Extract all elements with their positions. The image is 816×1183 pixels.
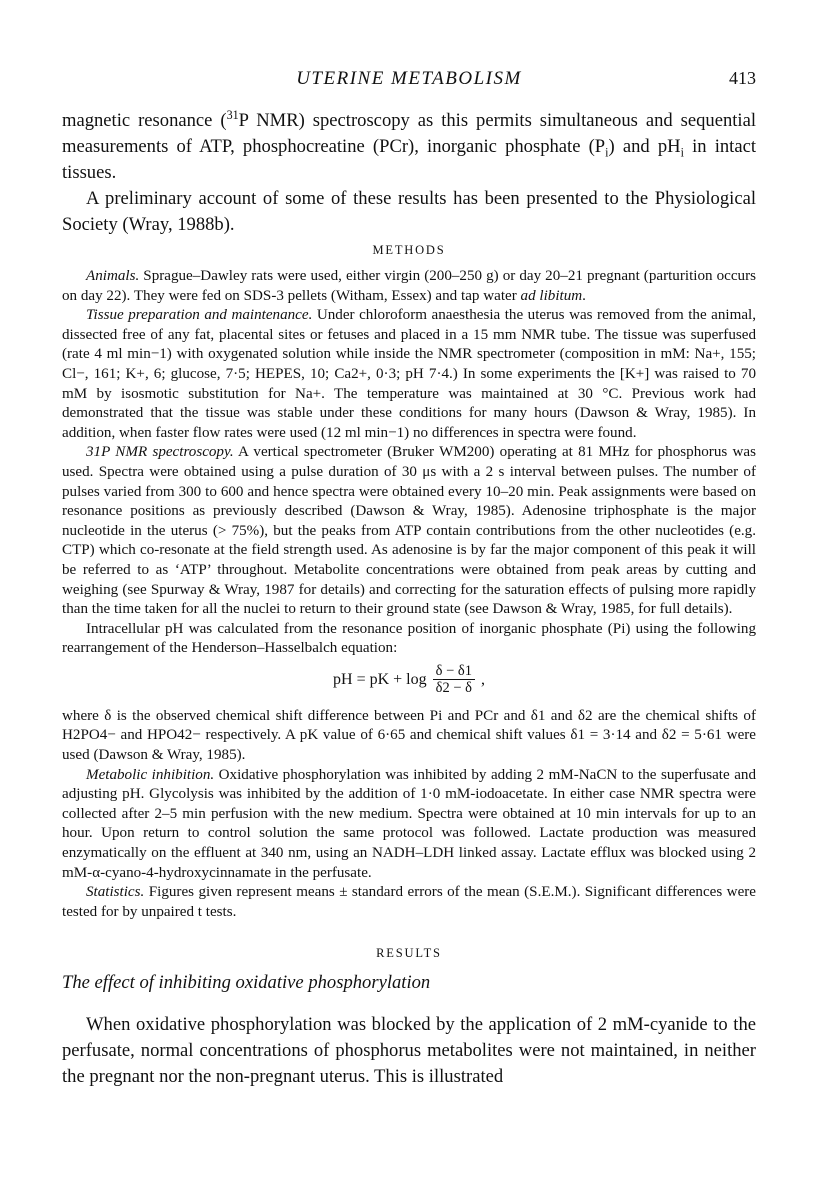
tissue-paragraph: Tissue preparation and maintenance. Under chloroform anaesthesia the uterus was removed from the animal, dissected free of any fat, placental sites or fetuses and placed in a 15 mm NMR tube. The tissue was superfused (rate 4 ml min−1) with oxygenated solution while inside the NMR spectrometer (composition in mM: Na+, 155; Cl−, 161; K+, 6; glucose, 7·5; HEPES, 10; Ca2+, 0·3; pH 7·4.) In some experiments the [K+] was raised to 70 mM by isosmotic substitution for Na+. The temperature was maintained at 30 °C. Previous work had demonstrated that the tissue was stable under these conditions for many hours (Dawson & Wray, 1985). In addition, when faster flow rates were used (12 ml min−1) no differences in spectra were found.: [62, 307, 756, 441]
running-head: [62, 68, 756, 92]
intro-section: [62, 108, 756, 238]
results-section: [62, 1012, 756, 1090]
henderson-hasselbalch-equation: pH = pK + log $\frac{\delta - \delta 1}{\delta 2 - \delta}$ ,: [333, 662, 485, 696]
results-paragraph: When oxidative phosphorylation was blocked by the application of 2 mM-cyanide to the perfusate, normal concentrations of phosphorus metabolites were not maintained, in neither the pregnant nor the non-pregnant uterus. This is illustrated: [62, 1014, 756, 1087]
where-paragraph: where δ is the observed chemical shift difference between Pi and PCr and δ1 and δ2 are the chemical shifts of H2PO4− and HPO42− respectively. A pK value of 6·65 and chemical shift values δ1 = 3·14 and δ2 = 5·61 were used (Dawson & Wray, 1985).: [62, 707, 756, 764]
intro-paragraph-2: A preliminary account of some of these results has been presented to the Physiological Society (Wray, 1988b).: [62, 188, 756, 235]
nmr-paragraph: 31P NMR spectroscopy. A vertical spectrometer (Bruker WM200) operating at 81 MHz for phosphorus was used. Spectra were obtained using a pulse duration of 30 μs with a 2 s interval between pulses. The number of pulses varied from 300 to 600 and hence spectra were obtained every 10–20 min. Peak assignments were based on resonance positions as previously described (Dawson & Wray, 1985). Adenosine triphosphate is the major nucleotide in the uterus (> 75%), but the peaks from ATP contain contributions from the other nucleotides (e.g. CTP) which co-resonate at the field strength used. As adenosine is by far the major component of this peak it will be referred to as ‘ATP’ throughout. Metabolite concentrations were obtained from peak areas by cutting and weighing (see Spurway & Wray, 1987 for details) and correcting for the saturation effects of pulsing more rapidly than the time taken for all the nuclei to return to their ground state (see Dawson & Wray, 1985, for full details).: [62, 444, 756, 618]
intro-paragraph-1: magnetic resonance ($^{31}$P NMR) spectroscopy as this permits simultaneous and sequential measurements of ATP, phosphocreatine (PCr), inorganic phosphate $(P_i)$ and $pH_i$ in intact tissues.: [62, 107, 757, 183]
equation-fraction: $\frac{\delta - \delta 1}{\delta 2 - \delta}$: [433, 663, 475, 696]
running-title: UTERINE METABOLISM: [296, 68, 522, 89]
ph-paragraph: Intracellular pH was calculated from the resonance position of inorganic phosphate (Pi) using the following rearrangement of the Henderson–Hasselbalch equation:: [62, 620, 756, 657]
page-number: 413: [729, 68, 756, 88]
statistics-paragraph: Statistics. Figures given represent means ± standard errors of the mean (S.E.M.). Significant differences were tested for by unpaired t tests.: [62, 884, 756, 920]
results-heading: RESULTS: [376, 946, 442, 960]
metabolic-paragraph: Metabolic inhibition. Oxidative phosphorylation was inhibited by adding 2 mM-NaCN to the superfusate and adjusting pH. Glycolysis was inhibited by the addition of 1·0 mM-iodoacetate. In either case NMR spectra were collected after 2–5 min perfusion with the new medium. Spectra were obtained at 10 min intervals for up to an hour. Upon return to control solution the same protocol was followed. Lactate production was measured enzymatically on the effluent at 340 nm, using an NADH–LDH linked assay. Lactate efflux was blocked using 2 mM-α-cyano-4-hydroxycinnamate in the perfusate.: [62, 766, 756, 881]
results-subheading: The effect of inhibiting oxidative phosphorylation: [62, 972, 431, 993]
methods-heading: METHODS: [372, 243, 446, 257]
methods-section: [62, 267, 756, 922]
animals-paragraph: Animals. Sprague–Dawley rats were used, either virgin (200–250 g) or day 20–21 pregnant (parturition occurs on day 22). They were fed on SDS-3 pellets (Witham, Essex) and tap water ad libitum.: [62, 268, 756, 304]
